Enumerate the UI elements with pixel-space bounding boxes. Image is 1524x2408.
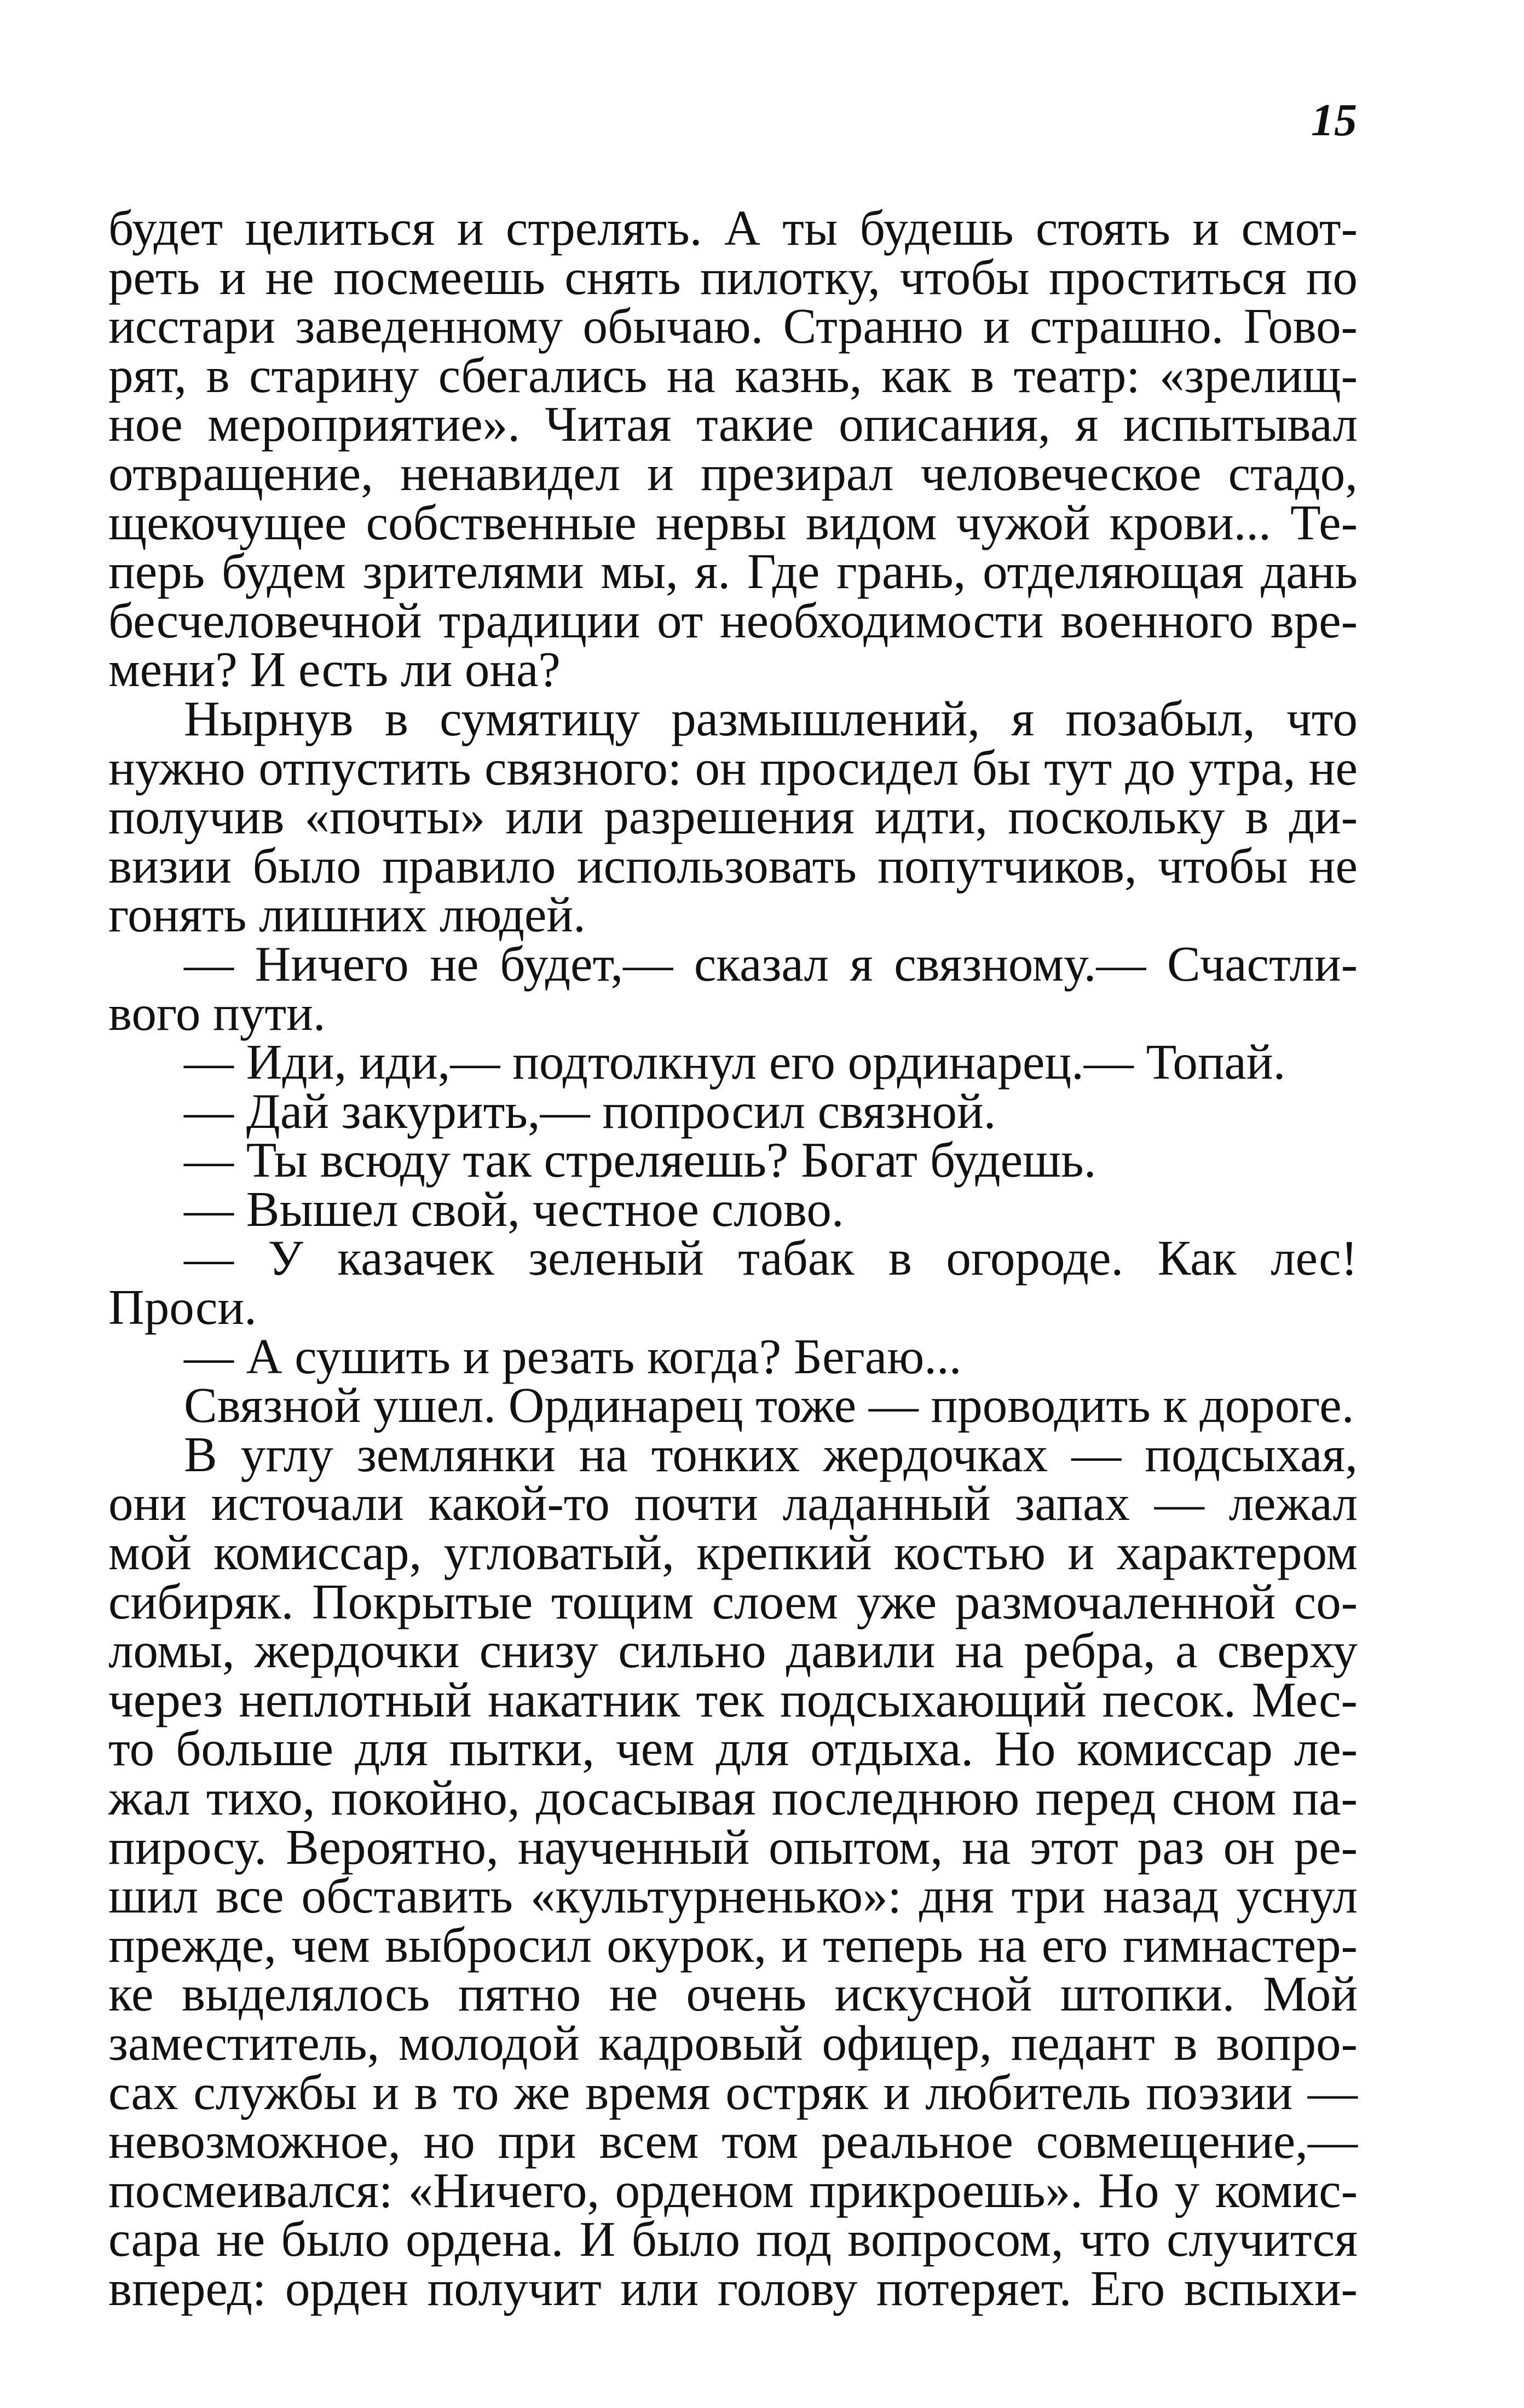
text-line: исстари заведенному обычаю. Странно и страшно. Гово- bbox=[108, 298, 1358, 354]
text-line: получив «почты» или разрешения идти, поскольку в ди- bbox=[108, 789, 1358, 845]
text-line: визии было правило использовать попутчиков, чтобы не bbox=[108, 838, 1358, 894]
text-line: заместитель, молодой кадровый офицер, педант в вопро- bbox=[108, 2015, 1358, 2071]
text-line: вперед: орден получит или голову потеряет. Его вспыхи- bbox=[108, 2260, 1358, 2316]
text-line: шил все обставить «культурненько»: дня три назад уснул bbox=[108, 1868, 1358, 1924]
text-line: они источали какой-то почти ладанный запах — лежал bbox=[108, 1476, 1358, 1531]
text-line: В углу землянки на тонких жердочках — подсыхая, bbox=[184, 1426, 1358, 1482]
text-line: — А сушить и резать когда? Бегаю... bbox=[184, 1328, 962, 1384]
text-line: отвращение, ненавидел и презирал человеческое стадо, bbox=[108, 445, 1358, 501]
text-line: вого пути. bbox=[108, 985, 326, 1041]
text-line: сара не было ордена. И было под вопросом, что случится bbox=[108, 2211, 1358, 2267]
text-line: — Ты всюду так стреляешь? Богат будешь. bbox=[184, 1132, 1096, 1188]
body-text bbox=[108, 200, 1358, 2316]
text-line: Связной ушел. Ординарец тоже — проводить к дороге. bbox=[184, 1378, 1354, 1433]
text-line: жал тихо, покойно, досасывая последнюю перед сном па- bbox=[108, 1770, 1358, 1825]
text-line: — Вышел свой, честное слово. bbox=[184, 1181, 844, 1237]
text-line: — Иди, иди,— подтолкнул его ординарец.— Топай. bbox=[184, 1034, 1286, 1090]
text-line: — У казачек зеленый табак в огороде. Как лес! bbox=[184, 1230, 1358, 1286]
text-line: Нырнув в сумятицу размышлений, я позабыл, что bbox=[184, 690, 1358, 746]
text-line: ломы, жердочки снизу сильно давили на ребра, а сверху bbox=[108, 1623, 1358, 1679]
text-line: невозможное, но при всем том реальное совмещение,— bbox=[108, 2113, 1358, 2169]
text-line: через неплотный накатник тек подсыхающий песок. Мес- bbox=[108, 1672, 1358, 1727]
text-line: рят, в старину сбегались на казнь, как в театр: «зрелищ- bbox=[108, 347, 1358, 403]
text-line: нужно отпустить связного: он просидел бы тут до утра, не bbox=[108, 740, 1358, 796]
text-line: прежде, чем выбросил окурок, и теперь на его гимнастер- bbox=[108, 1917, 1358, 1973]
text-line: реть и не посмеешь снять пилотку, чтобы проститься по bbox=[108, 249, 1358, 305]
text-line: — Дай закурить,— попросил связной. bbox=[184, 1083, 996, 1139]
text-line: — Ничего не будет,— сказал я связному.— Счастли- bbox=[184, 936, 1358, 992]
text-line: посмеивался: «Ничего, орденом прикроешь». Но у комис- bbox=[108, 2162, 1358, 2218]
text-line: ке выделялось пятно не очень искусной штопки. Мой bbox=[108, 1966, 1358, 2022]
page-number: 15 bbox=[1311, 95, 1357, 146]
text-line: будет целиться и стрелять. А ты будешь стоять и смот- bbox=[108, 200, 1358, 256]
text-line: Проси. bbox=[108, 1280, 257, 1335]
text-line: мой комиссар, угловатый, крепкий костью и характером bbox=[108, 1525, 1358, 1581]
text-line: пиросу. Вероятно, наученный опытом, на этот раз он ре- bbox=[108, 1819, 1358, 1875]
text-line: щекочущее собственные нервы видом чужой крови... Те- bbox=[108, 494, 1358, 550]
text-line: сибиряк. Покрытые тощим слоем уже размочаленной со- bbox=[108, 1574, 1358, 1629]
text-line: бесчеловечной традиции от необходимости военного вре- bbox=[108, 592, 1358, 648]
text-line: перь будем зрителями мы, я. Где грань, отделяющая дань bbox=[108, 544, 1358, 600]
text-line: сах службы и в то же время остряк и любитель поэзии — bbox=[108, 2064, 1358, 2120]
text-line: гонять лишних людей. bbox=[108, 887, 586, 943]
text-line: мени? И есть ли она? bbox=[108, 642, 561, 698]
text-line: ное мероприятие». Читая такие описания, я испытывал bbox=[108, 396, 1358, 452]
text-line: то больше для пытки, чем для отдыха. Но комиссар ле- bbox=[108, 1721, 1358, 1777]
